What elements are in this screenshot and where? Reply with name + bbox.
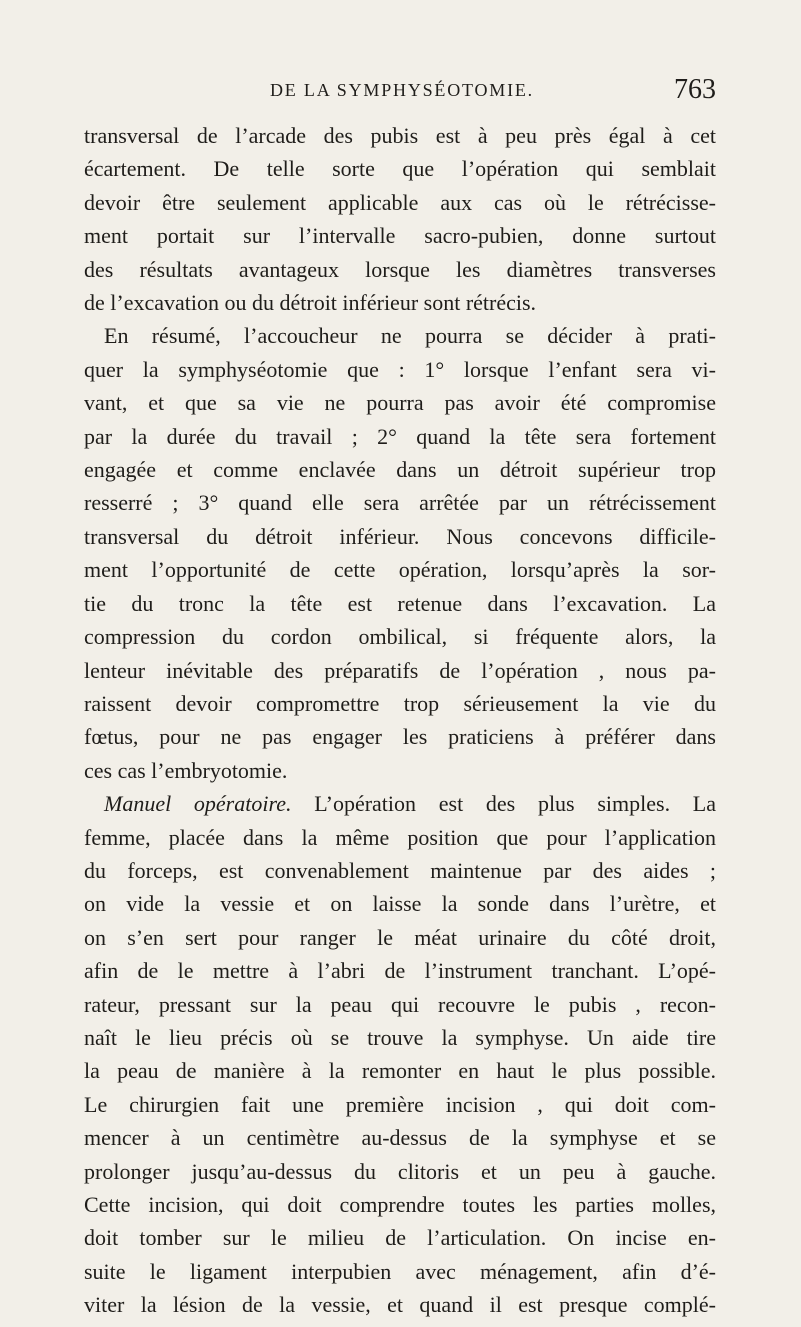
text-line: viter la lésion de la vessie, et quand il est presque complé- (84, 1292, 716, 1318)
paragraph-1 (84, 119, 716, 319)
text-line: mencer à un centimètre au-dessus de la symphyse et se (84, 1125, 716, 1151)
text-line: suite le ligament interpubien avec ménagement, afin d’é- (84, 1258, 716, 1284)
paragraph-3 (84, 787, 716, 1322)
text-line: par la durée du travail ; 2° quand la tête sera fortement (84, 423, 716, 449)
text-line: ces cas l’embryotomie. (84, 757, 288, 783)
section-title: Manuel opératoire. (104, 791, 292, 817)
paragraph-lead-line (84, 787, 716, 820)
lead-text: L’opération est des plus simples. La (291, 791, 716, 817)
text-line: du forceps, est convenablement maintenue par des aides ; (84, 857, 716, 883)
text-line: naît le lieu précis où se trouve la symphyse. Un aide tire (84, 1024, 716, 1050)
text-line: fœtus, pour ne pas engager les praticiens à préférer dans (84, 724, 716, 750)
text-line: vant, et que sa vie ne pourra pas avoir été compromise (84, 390, 716, 416)
text-line: prolonger jusqu’au-dessus du clitoris et un peu à gauche. (84, 1158, 716, 1184)
text-line: Cette incision, qui doit comprendre toutes les parties molles, (84, 1192, 716, 1217)
text-line: lenteur inévitable des préparatifs de l’opération , nous pa- (84, 657, 716, 683)
text-line: transversal de l’arcade des pubis est à peu près égal à cet (84, 123, 716, 148)
running-head: DE LA SYMPHYSÉOTOMIE. (270, 80, 534, 100)
text-line: écartement. De telle sorte que l’opération qui semblait (84, 156, 716, 182)
text-line: Le chirurgien fait une première incision , qui doit com- (84, 1091, 716, 1117)
text-line: En résumé, l’accoucheur ne pourra se décider à prati- (104, 323, 716, 349)
text-line: on vide la vessie et on laisse la sonde dans l’urètre, et (84, 891, 716, 917)
text-line: raissent devoir compromettre trop sérieusement la vie du (84, 690, 716, 716)
text-line: doit tomber sur le milieu de l’articulation. On incise en- (84, 1225, 716, 1251)
text-line: de l’excavation ou du détroit inférieur sont rétrécis. (84, 290, 537, 316)
text-line: quer la symphyséotomie que : 1° lorsque l’enfant sera vi- (84, 356, 716, 382)
paragraph-2 (84, 319, 716, 787)
text-line: tie du tronc la tête est retenue dans l’excavation. La (84, 590, 716, 616)
text-line: femme, placée dans la même position que pour l’application (84, 824, 716, 850)
text-line: rateur, pressant sur la peau qui recouvre le pubis , recon- (84, 991, 716, 1017)
text-line: ment portait sur l’intervalle sacro-pubien, donne surtout (84, 223, 716, 249)
text-line: transversal du détroit inférieur. Nous concevons difficile- (84, 523, 716, 549)
text-line: afin de le mettre à l’abri de l’instrument tranchant. L’opé- (84, 958, 716, 984)
page-header (0, 76, 801, 110)
text-line: des résultats avantageux lorsque les diamètres transverses (84, 256, 716, 282)
page-number: 763 (674, 74, 716, 105)
text-line: ment l’opportunité de cette opération, lorsqu’après la sor- (84, 557, 716, 583)
text-line: engagée et comme enclavée dans un détroit supérieur trop (84, 457, 716, 483)
text-line: resserré ; 3° quand elle sera arrêtée par un rétrécissement (84, 490, 716, 516)
body-text (84, 119, 716, 1322)
text-line: on s’en sert pour ranger le méat urinaire du côté droit, (84, 924, 716, 950)
text-line: compression du cordon ombilical, si fréquente alors, la (84, 624, 716, 650)
text-line: la peau de manière à la remonter en haut le plus possible. (84, 1058, 716, 1084)
text-line: devoir être seulement applicable aux cas où le rétrécisse- (84, 189, 716, 215)
